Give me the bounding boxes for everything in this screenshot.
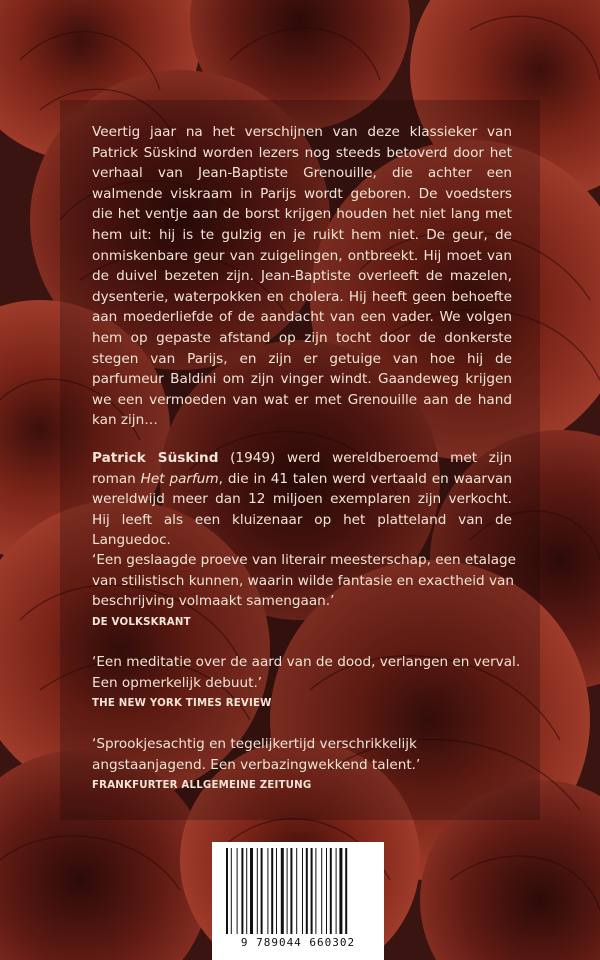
barcode-bar [336, 848, 337, 934]
barcode-bars [226, 848, 370, 934]
barcode-bar [271, 848, 273, 934]
barcode-bar [311, 848, 313, 934]
barcode-bar [261, 848, 263, 934]
quote-text: ‘Een meditatie over de aard van de dood, verlangen en verval. Een opmerkelijk debuut.’ [92, 654, 521, 691]
review-quote [92, 550, 522, 630]
barcode-bar [267, 848, 268, 934]
bio-text-a: (1949) werd wereldberoemd met zijn roman [92, 450, 512, 487]
barcode-bar [226, 848, 228, 934]
barcode-bar [339, 848, 342, 934]
barcode-bar [345, 848, 347, 934]
barcode-bar [321, 848, 322, 934]
bio-text-b: , die in 41 talen werd vertaald en waarvan wereldwijd meer dan 12 miljoen exemplaren zijn verkocht. Hij leeft als een kluizenaar op het platteland van de Languedoc. [92, 470, 512, 549]
quote-source: FRANKFURTER ALLGEMEINE ZEITUNG [92, 780, 312, 792]
synopsis-paragraph: Veertig jaar na het verschijnen van deze klassieker van Patrick Süskind worden lezers nog steeds betoverd door het verhaal van Jean-Baptiste Grenouille, die achter een walmende viskraam in Parijs wordt geboren. De voedsters die het ventje aan de borst krijgen houden het niet lang met hem uit: hij is te gulzig en je ruikt hem niet. De geur, de onmiskenbare geur van zuigelingen, ontbreekt. Hij moet van de duivel bezeten zijn. Jean-Baptiste overleeft de mazelen, dysenterie, waterpokken en cholera. Hij heeft geen behoefte aan moederliefde of de aandacht van een vader. We volgen hem op gepaste afstand op zijn tocht door de donkerste stegen van Parijs, en zijn er getuige van hoe hij de parfumeur Baldini om zijn vinger windt. Gaandeweg krijgen we een vermoeden van wat er met Grenouille aan de hand kan zijn… [92, 124, 512, 429]
barcode-bar [246, 848, 247, 934]
barcode-bar [250, 848, 253, 934]
barcode-bar [241, 848, 243, 934]
barcode-bar [326, 848, 327, 934]
review-quote [92, 652, 522, 711]
isbn-barcode [212, 842, 384, 960]
review-quote [92, 734, 522, 793]
quote-source: DE VOLKSKRANT [92, 616, 191, 628]
author-bio [92, 448, 512, 551]
quote-source: THE NEW YORK TIMES REVIEW [92, 698, 272, 710]
barcode-bar [276, 848, 277, 934]
novel-title: Het parfum [140, 470, 219, 487]
barcode-bar [231, 848, 232, 934]
barcode-bar [302, 848, 303, 934]
barcode-bar [315, 848, 316, 934]
quote-text: ‘Een geslaagde proeve van literair meesterschap, een etalage van stilistisch kunnen, waarin wilde fantasie en exactheid van beschrijving volmaakt samengaan.’ [92, 552, 517, 610]
barcode-bar [237, 848, 238, 934]
barcode-bar [287, 848, 288, 934]
barcode-bar [290, 848, 292, 934]
barcode-bar [257, 848, 258, 934]
barcode-bar [306, 848, 308, 934]
barcode-bar [281, 848, 284, 934]
barcode-bar [330, 848, 332, 934]
quote-text: ‘Sprookjesachtig en tegelijkertijd verschrikkelijk angstaanjagend. Een verbazingwekkend talent.’ [92, 736, 421, 773]
isbn-number: 9 789044 660302 [240, 936, 356, 949]
author-name: Patrick Süskind [92, 450, 219, 466]
barcode-bar [296, 848, 297, 934]
